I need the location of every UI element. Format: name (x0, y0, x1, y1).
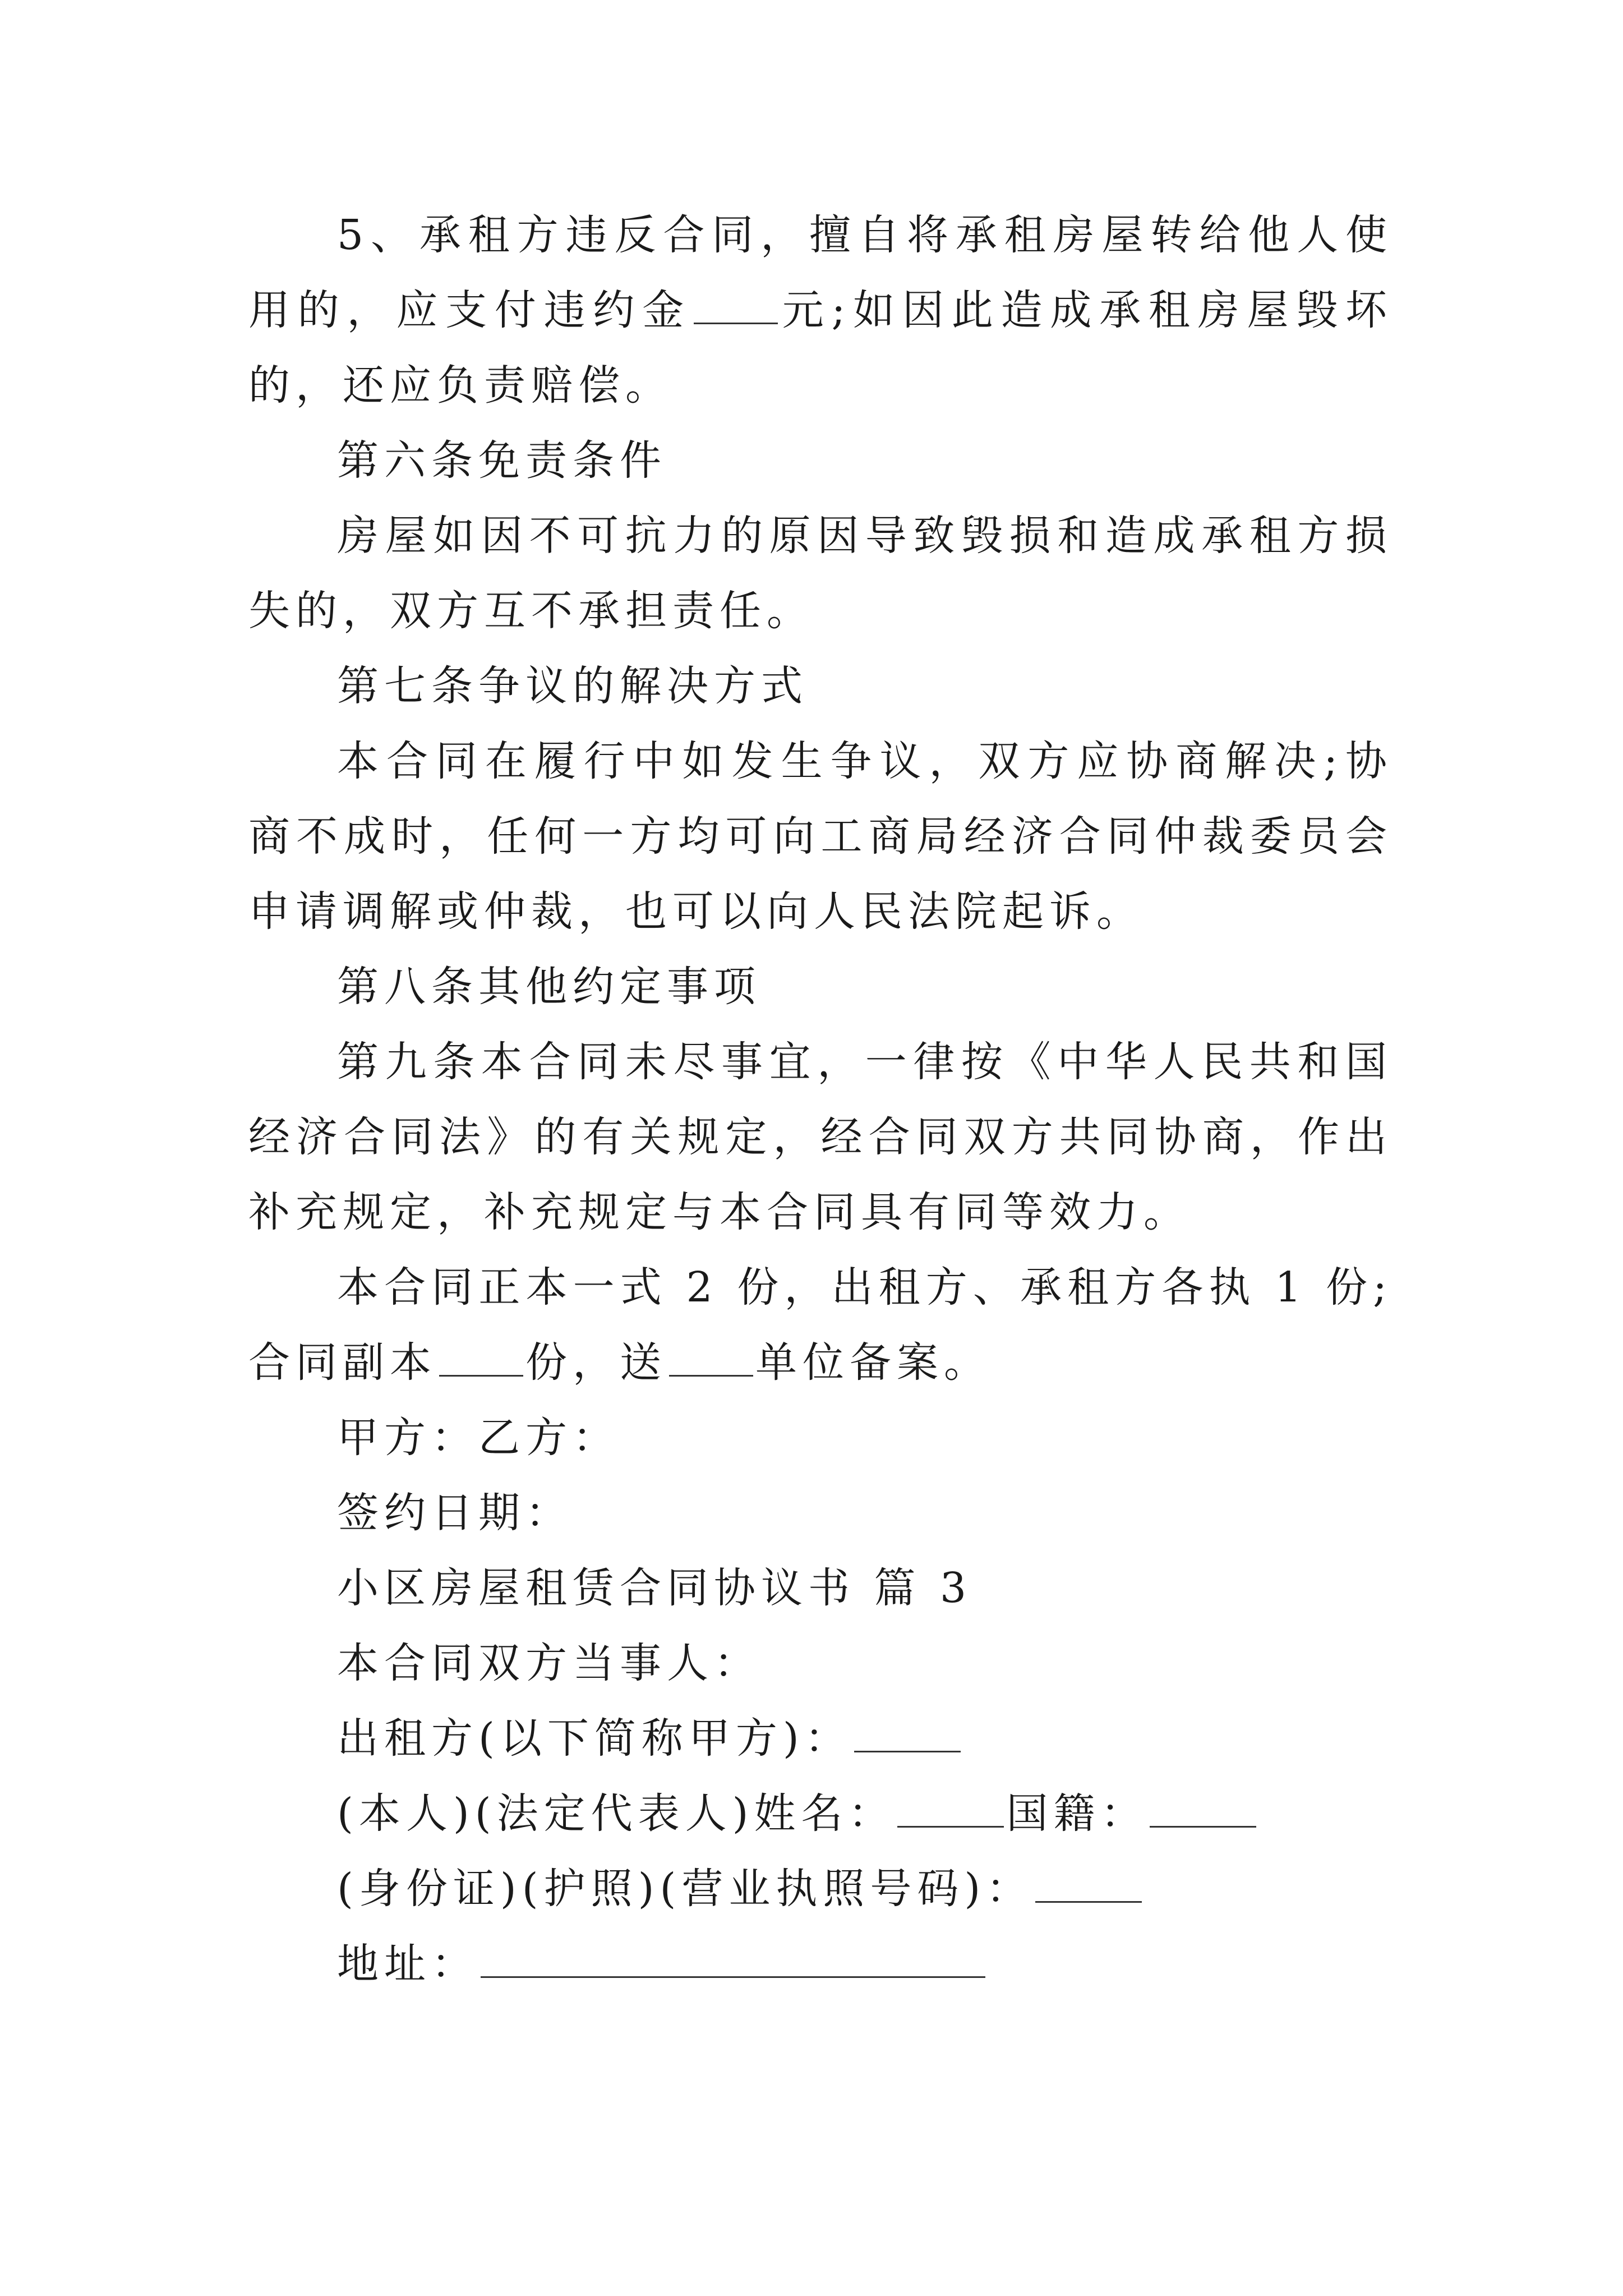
party-signatures: 甲方：乙方： (337, 1414, 620, 1462)
field-label: (身份证)(护照)(营业执照号码)： (337, 1865, 1034, 1913)
blank-field (1035, 1862, 1142, 1903)
field-label: 出租方(以下简称甲方)： (337, 1714, 852, 1763)
paragraph-force-majeure: 房屋如因不可抗力的原因导致毁损和造成承租方损失的，双方互不承担责任。 (248, 512, 1393, 635)
blank-field (481, 1937, 985, 1978)
blank-field (1150, 1787, 1256, 1828)
paragraph-breach-penalty (248, 197, 1393, 423)
address-line (248, 1926, 1393, 2001)
paragraph-text: 元;如因此造成承租房屋毁坏的，还应负责赔偿。 (248, 286, 1393, 409)
field-label: 国籍： (1006, 1789, 1148, 1838)
article-6-heading: 第六条免责条件 (337, 436, 667, 485)
blank-field (897, 1787, 1004, 1828)
article-8-heading: 第八条其他约定事项 (337, 963, 761, 1011)
field-label: 地址： (337, 1940, 478, 1988)
lessor-line (248, 1701, 1393, 1776)
paragraph-text: 份，送 (525, 1338, 667, 1387)
field-label: (本人)(法定代表人)姓名： (337, 1789, 896, 1838)
document-page (248, 197, 1393, 2001)
paragraph-copies (248, 1250, 1393, 1400)
name-nationality-line (248, 1776, 1393, 1851)
article-7-heading: 第七条争议的解决方式 (337, 662, 808, 710)
blank-field (669, 1336, 753, 1377)
paragraph-dispute-resolution: 本合同在履行中如发生争议，双方应协商解决;协商不成时，任何一方均可向工商局经济合同仲裁委员会申请调解或仲裁，也可以向人民法院起诉。 (248, 737, 1393, 936)
blank-field (694, 283, 778, 324)
blank-field (439, 1336, 523, 1377)
paragraph-article-9: 第九条本合同未尽事宜，一律按《中华人民共和国经济合同法》的有关规定，经合同双方共同协商，作出补充规定，补充规定与本合同具有同等效力。 (248, 1038, 1393, 1236)
parties-heading: 本合同双方当事人： (337, 1639, 761, 1687)
section-title: 小区房屋租赁合同协议书 篇 3 (337, 1564, 972, 1612)
paragraph-text: 单位备案。 (755, 1338, 991, 1387)
paragraph-text: 5、承租方违反合同，擅自将承租房屋转给他人使用的，应支付违约金 (248, 211, 1393, 334)
id-number-line (248, 1851, 1393, 1926)
blank-field (854, 1711, 961, 1752)
signing-date: 签约日期： (337, 1489, 573, 1537)
paragraph-text: 本合同正本一式 2 份，出租方、承租方各执 1 份;合同副本 (248, 1263, 1393, 1387)
